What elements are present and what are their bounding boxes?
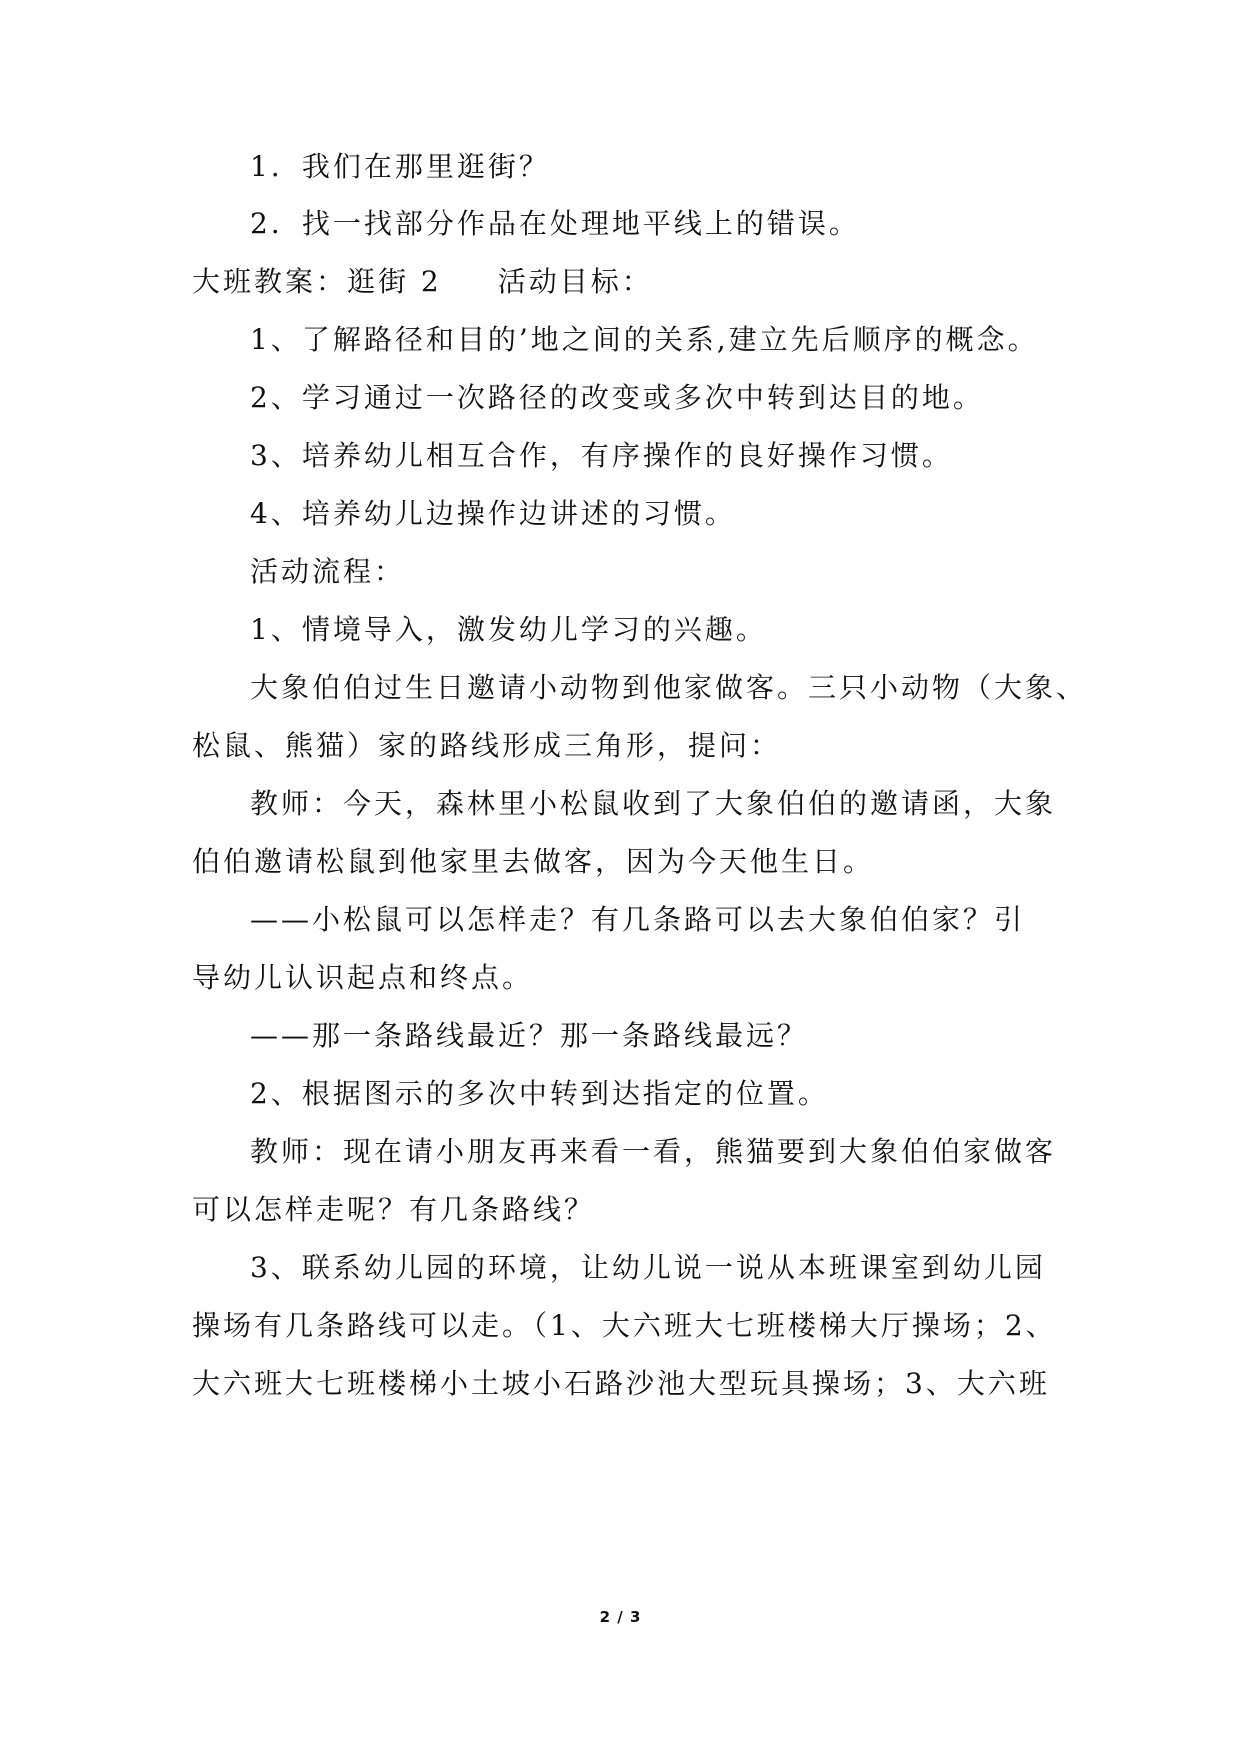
paragraph-line: 1．我们在那里逛街？ (250, 150, 550, 183)
paragraph-line: 教师：现在请小朋友再来看一看，熊猫要到大象伯伯家做客 (250, 1135, 1057, 1168)
paragraph-line: 大六班大七班楼梯小土坡小石路沙池大型玩具操场；3、大六班 (192, 1367, 1050, 1400)
paragraph-line: 活动流程： (250, 555, 406, 588)
paragraph-line: 2．找一找部分作品在处理地平线上的错误。 (250, 207, 860, 240)
paragraph-line: 可以怎样走呢？有几条路线？ (192, 1193, 596, 1226)
paragraph-line: 导幼儿认识起点和终点。 (192, 961, 534, 994)
paragraph-line: 操场有几条路线可以走。（1、大六班大七班楼梯大厅操场；2、 (192, 1309, 1057, 1342)
paragraph-line: 伯伯邀请松鼠到他家里去做客，因为今天他生日。 (192, 845, 875, 878)
paragraph-line: ——那一条路线最近？那一条路线最远？ (250, 1019, 809, 1052)
paragraph-line: 教师：今天，森林里小松鼠收到了大象伯伯的邀请函，大象 (250, 787, 1057, 820)
paragraph-line: 2、学习通过一次路径的改变或多次中转到达目的地。 (250, 381, 984, 414)
paragraph-line: 3、联系幼儿园的环境，让幼儿说一说从本班课室到幼儿园 (250, 1251, 1046, 1284)
paragraph-line: 1、情境导入，激发幼儿学习的兴趣。 (250, 613, 767, 646)
page-number: 2 / 3 (599, 1608, 642, 1626)
paragraph-line: 松鼠、熊猫）家的路线形成三角形，提问： (192, 729, 782, 762)
paragraph-line: 4、培养幼儿边操作边讲述的习惯。 (250, 497, 736, 530)
paragraph-line: 2、根据图示的多次中转到达指定的位置。 (250, 1077, 829, 1110)
paragraph-line: 大象伯伯过生日邀请小动物到他家做客。三只小动物（大象、 (250, 671, 1088, 704)
section-heading (192, 262, 653, 302)
paragraph-line: 1、了解路径和目的’地之间的关系,建立先后顺序的概念。 (250, 323, 1039, 356)
paragraph-line: 3、培养幼儿相互合作，有序操作的良好操作习惯。 (250, 439, 953, 472)
heading-subtitle: 活动目标： (497, 265, 653, 298)
heading-title: 大班教案：逛街 2 (192, 265, 442, 298)
paragraph-line: ——小松鼠可以怎样走？有几条路可以去大象伯伯家？引 (250, 903, 1026, 936)
